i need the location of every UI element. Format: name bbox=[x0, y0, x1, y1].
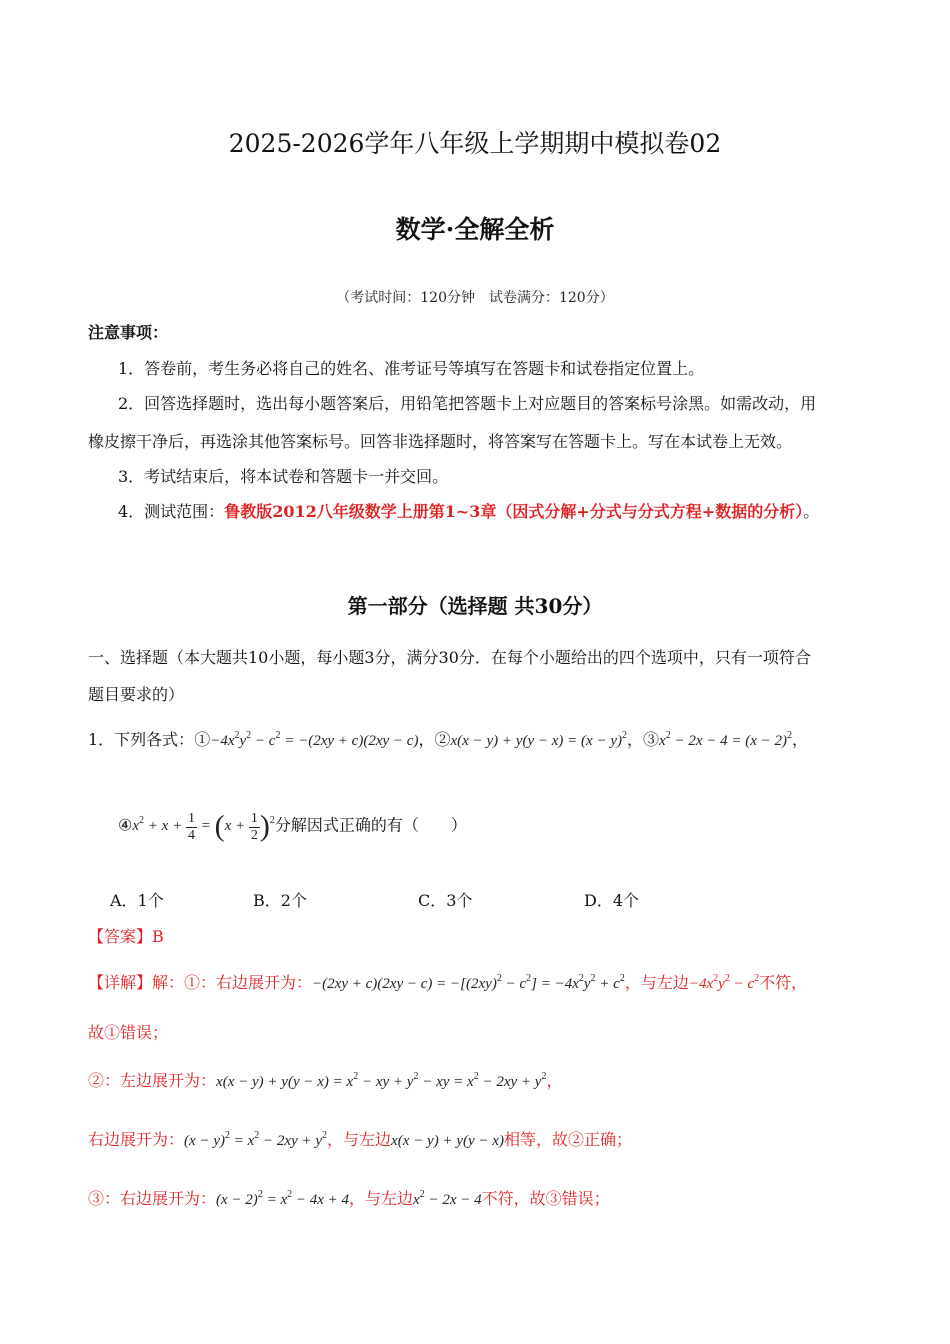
answer-value: B bbox=[152, 927, 164, 946]
detail-2-formula: $x(x - y) + y(y - x) = x^2$ − xy + $y^2$ − xy = $x^2 - 2xy + y^2$ bbox=[216, 1071, 547, 1090]
detail-4-formula-left: $x^2 - 2x - 4$ bbox=[413, 1189, 482, 1208]
detail-line-5 bbox=[88, 1186, 610, 1209]
detail-4-prefix: ③：右边展开为： bbox=[88, 1189, 217, 1208]
question-1-mark-3: ③ bbox=[643, 730, 660, 749]
detail-1-formula: $-(2xy + c)(2xy - c) = -[(2xy)^2 - c^2] = -4x^2y^2 + c^2$ bbox=[312, 973, 625, 992]
answer-label: 【答案】 bbox=[88, 927, 153, 946]
notes-heading: 注意事项： bbox=[88, 323, 169, 342]
question-1-suffix: 分解因式正确的有（ ） bbox=[274, 815, 467, 835]
detail-4-end: 不符，故③错误； bbox=[481, 1189, 610, 1208]
part1-instruction-1: 一、选择题（本大题共10小题，每小题3分，满分30分．在每个小题给出的四个选项中，只有一项符合 bbox=[88, 648, 811, 667]
question-1-mark-4: ④ bbox=[118, 815, 133, 835]
detail-line-2: 故①错误； bbox=[88, 1023, 169, 1042]
question-1-formula-1: $-4x^2y^2 - c^2 = -(2xy + c)(2xy - c)$ bbox=[210, 730, 419, 749]
question-1-sep-3: ， bbox=[792, 730, 809, 749]
option-d: D．4个 bbox=[584, 891, 640, 910]
exam-info: （考试时间：120分钟 试卷满分：120分） bbox=[336, 290, 614, 306]
option-b: B．2个 bbox=[253, 891, 307, 910]
detail-label: 【详解】 bbox=[88, 973, 153, 992]
page-subtitle: 数学·全解全析 bbox=[395, 215, 555, 244]
scope-end: 。 bbox=[803, 502, 820, 521]
question-1-formula-3: $x^2 - 2x - 4 = (x - 2)^2$ bbox=[659, 730, 793, 749]
detail-2-end: ， bbox=[546, 1071, 563, 1090]
detail-4-formula: $(x - 2)^2 = x^2 - 4x + 4$ bbox=[216, 1189, 350, 1208]
option-c: C．3个 bbox=[418, 891, 473, 910]
question-1-line-1 bbox=[88, 727, 808, 750]
detail-line-4 bbox=[88, 1127, 632, 1150]
question-1-line-2 bbox=[118, 810, 467, 844]
detail-line-3 bbox=[88, 1068, 562, 1091]
detail-line-1 bbox=[88, 970, 807, 993]
detail-4-mid: ，与左边 bbox=[349, 1189, 414, 1208]
detail-1-mid: ，与左边 bbox=[624, 973, 689, 992]
question-1-sep-2: ， bbox=[627, 730, 644, 749]
notes-item-3: 3．考试结束后，将本试卷和答题卡一并交回。 bbox=[118, 467, 449, 486]
detail-3-formula: $(x - y)^2 = x^2 - 2xy + y^2$ bbox=[184, 1130, 328, 1149]
part1-instruction-2: 题目要求的） bbox=[88, 685, 185, 704]
part1-title: 第一部分（选择题 共30分） bbox=[347, 594, 603, 618]
question-1-mark-2: ② bbox=[434, 730, 451, 749]
detail-3-mid: ，与左边 bbox=[327, 1130, 392, 1149]
scope-label: 4．测试范围： bbox=[118, 502, 225, 521]
scope-value: 鲁教版2012八年级数学上册第1~3章（因式分解+分式与分式方程+数据的分析） bbox=[224, 502, 804, 521]
question-1-mark-1: ① bbox=[194, 730, 211, 749]
answer-line bbox=[88, 924, 164, 947]
question-1-formula-4: $x^2 + x$ + $\frac{1}{4}$ = (x + $\frac{1}{2}$ )$^2$ bbox=[132, 810, 275, 843]
notes-item-4 bbox=[118, 499, 819, 522]
question-1-sep-1: ， bbox=[418, 730, 435, 749]
detail-1-prefix: 解：①：右边展开为： bbox=[152, 973, 313, 992]
notes-item-2-cont: 橡皮擦干净后，再选涂其他答案标号。回答非选择题时，将答案写在答题卡上。写在本试卷上无效。 bbox=[88, 432, 793, 451]
detail-2-prefix: ②：左边展开为： bbox=[88, 1071, 217, 1090]
detail-3-prefix: 右边展开为： bbox=[88, 1130, 185, 1149]
detail-3-formula-left: x(x − y) + y(y − x) bbox=[391, 1133, 504, 1149]
detail-1-formula-left: $-4x^2y^2 - c^2$ bbox=[688, 973, 760, 992]
question-1-formula-2: $x(x - y) + y(y - x) = (x - y)^2$ bbox=[450, 730, 627, 749]
detail-3-end: 相等，故②正确； bbox=[503, 1130, 632, 1149]
detail-1-end: 不符， bbox=[759, 973, 808, 992]
question-1-prefix: 1．下列各式： bbox=[88, 730, 195, 749]
page-title: 2025-2026学年八年级上学期期中模拟卷02 bbox=[228, 129, 722, 158]
notes-item-1: 1．答卷前，考生务必将自己的姓名、准考证号等填写在答题卡和试卷指定位置上。 bbox=[118, 359, 705, 378]
option-a: A．1个 bbox=[110, 891, 164, 910]
notes-item-2: 2．回答选择题时，选出每小题答案后，用铅笔把答题卡上对应题目的答案标号涂黑。如需改动，用 bbox=[118, 394, 817, 413]
